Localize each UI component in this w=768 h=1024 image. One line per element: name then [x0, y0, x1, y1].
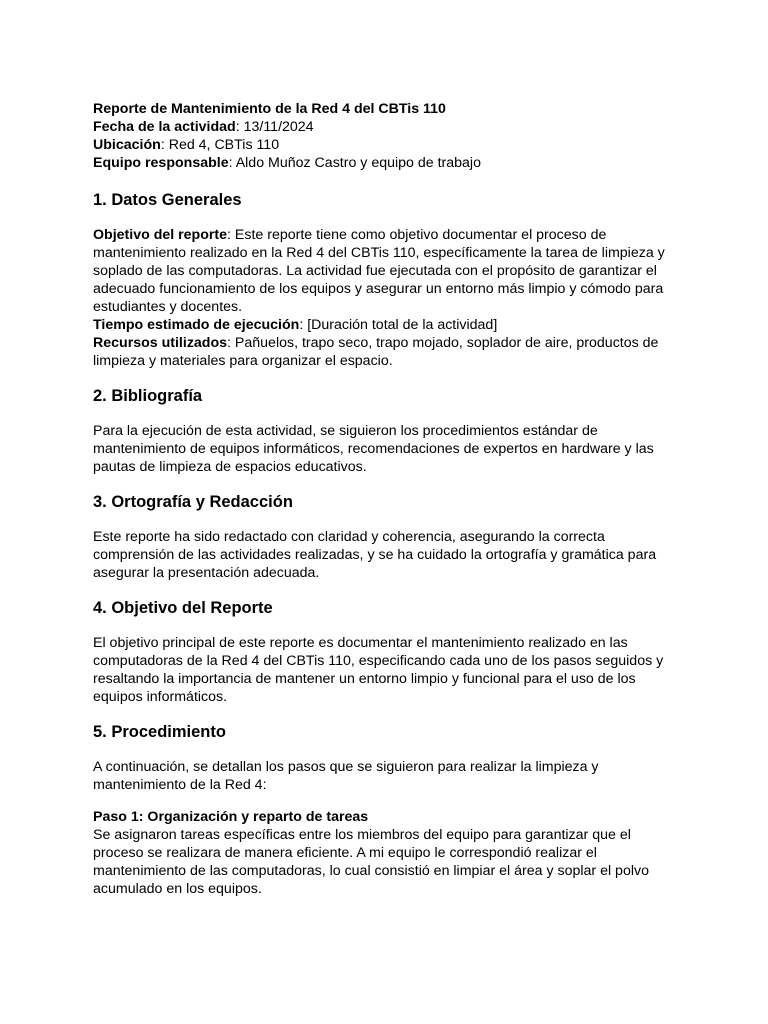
- section-heading-objetivo: 4. Objetivo del Reporte: [93, 599, 273, 617]
- team-label: Equipo responsable: [93, 155, 229, 171]
- date-label: Fecha de la actividad: [93, 119, 236, 135]
- step1-title: Paso 1: Organización y reparto de tareas: [93, 809, 369, 825]
- resources-paragraph: [93, 334, 683, 370]
- objective-label: Objetivo del reporte: [93, 227, 228, 243]
- bibliografia-paragraph: Para la ejecución de esta actividad, se siguieron los procedimientos estándar de mantenimiento de equipos informáticos, recomendaciones de expertos en hardware y las pautas de limpieza de espacios educativos.: [93, 423, 654, 475]
- location-label: Ubicación: [93, 137, 161, 153]
- procedimiento-intro: A continuación, se detallan los pasos que se siguieron para realizar la limpieza y mantenimiento de la Red 4:: [93, 759, 599, 793]
- team-value: : Aldo Muñoz Castro y equipo de trabajo: [228, 155, 481, 171]
- objetivo-paragraph: El objetivo principal de este reporte es documentar el mantenimiento realizado en las computadoras de la Red 4 del CBTis 110, especificando cada uno de los pasos seguidos y resaltando la importancia de mantener un entorno limpio y funcional para el uso de los equipos informáticos.: [93, 635, 664, 705]
- ortografia-paragraph: Este reporte ha sido redactado con claridad y coherencia, asegurando la correcta comprensión de las actividades realizadas, y se ha cuidado la ortografía y gramática para asegurar la presentación adecuada.: [93, 529, 657, 581]
- section-heading-procedimiento: 5. Procedimiento: [93, 723, 226, 741]
- time-paragraph: [93, 316, 683, 334]
- section-heading-datos-generales: 1. Datos Generales: [93, 191, 242, 209]
- step1-paragraph: Se asignaron tareas específicas entre los miembros del equipo para garantizar que el proceso se realizara de manera eficiente. A mi equipo le correspondió realizar el mantenimiento de las computadoras, lo cual consistió en limpiar el área y soplar el polvo acumulado en los equipos.: [93, 827, 649, 897]
- report-title: Reporte de Mantenimiento de la Red 4 del CBTis 110: [93, 101, 446, 117]
- time-text: : [Duración total de la actividad]: [299, 317, 498, 333]
- section-heading-bibliografia: 2. Bibliografía: [93, 387, 203, 405]
- location-line: [93, 136, 683, 154]
- resources-label: Recursos utilizados: [93, 335, 228, 351]
- document-page: [93, 100, 683, 898]
- date-line: [93, 118, 683, 136]
- location-value: : Red 4, CBTis 110: [160, 137, 280, 153]
- resources-text: : Pañuelos, trapo seco, trapo mojado, soplador de aire, productos de limpieza y materiales para organizar el espacio.: [93, 335, 659, 369]
- objective-text: : Este reporte tiene como objetivo documentar el proceso de mantenimiento realizado en la Red 4 del CBTis 110, específicamente la tarea de limpieza y soplado de las computadoras. La actividad fue ejecutada con el propósito de garantizar el adecuado funcionamiento de los equipos y asegurar un entorno más limpio y cómodo para estudiantes y docentes.: [93, 227, 665, 315]
- section-heading-ortografia: 3. Ortografía y Redacción: [93, 493, 293, 511]
- time-label: Tiempo estimado de ejecución: [93, 317, 300, 333]
- team-line: [93, 154, 683, 172]
- objective-paragraph: [93, 226, 683, 316]
- date-value: : 13/11/2024: [235, 119, 314, 135]
